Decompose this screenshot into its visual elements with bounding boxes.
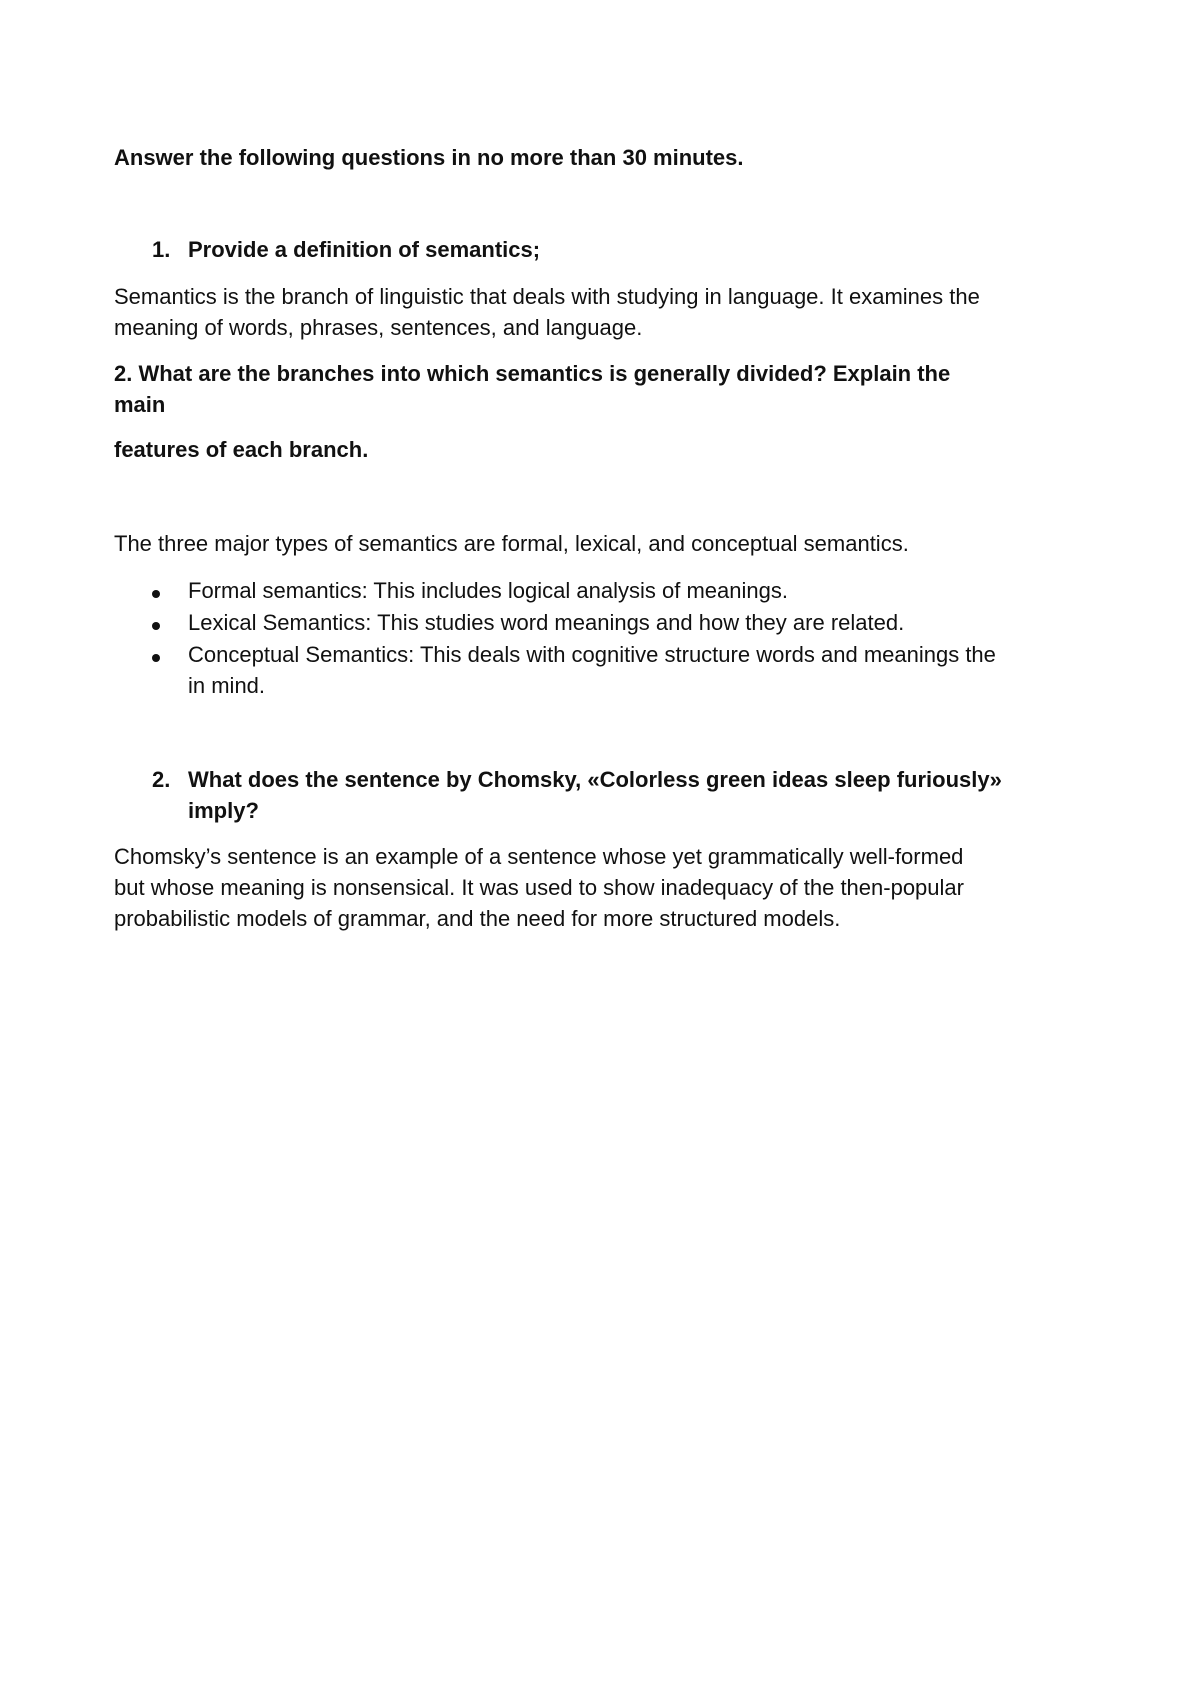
q3-title-line-1: What does the sentence by Chomsky, «Colorless green ideas sleep furiously» [188, 767, 1002, 792]
q1-number: 1. [152, 237, 171, 262]
bullet-item-conceptual-cont: in mind. [188, 673, 266, 698]
q2-title-line-3: features of each branch. [114, 437, 369, 462]
bullet-item-formal: Formal semantics: This includes logical analysis of meanings. [188, 578, 788, 603]
q3-title-line-2: imply? [188, 798, 259, 823]
q2-title-line-2: main [114, 392, 166, 417]
q2-title-line-1: 2. What are the branches into which semantics is generally divided? Explain the [114, 361, 951, 386]
q2-intro: The three major types of semantics are formal, lexical, and conceptual semantics. [114, 531, 909, 556]
bullet-marker [152, 622, 160, 630]
bullet-item-conceptual: Conceptual Semantics: This deals with cognitive structure words and meanings the [188, 642, 996, 667]
q1-answer-line-2: meaning of words, phrases, sentences, and language. [114, 315, 643, 340]
q1-title: Provide a definition of semantics; [188, 237, 541, 262]
q3-answer-line-1: Chomsky’s sentence is an example of a sentence whose yet grammatically well-formed [114, 844, 964, 869]
bullet-marker [152, 654, 160, 662]
q3-answer-line-2: but whose meaning is nonsensical. It was used to show inadequacy of the then-popular [114, 875, 964, 900]
bullet-marker [152, 590, 160, 598]
q3-number: 2. [152, 767, 171, 792]
q3-answer-line-3: probabilistic models of grammar, and the need for more structured models. [114, 906, 841, 931]
bullet-item-lexical: Lexical Semantics: This studies word meanings and how they are related. [188, 610, 905, 635]
q1-answer-line-1: Semantics is the branch of linguistic that deals with studying in language. It examines the [114, 284, 980, 309]
instruction-heading: Answer the following questions in no more than 30 minutes. [114, 145, 744, 170]
